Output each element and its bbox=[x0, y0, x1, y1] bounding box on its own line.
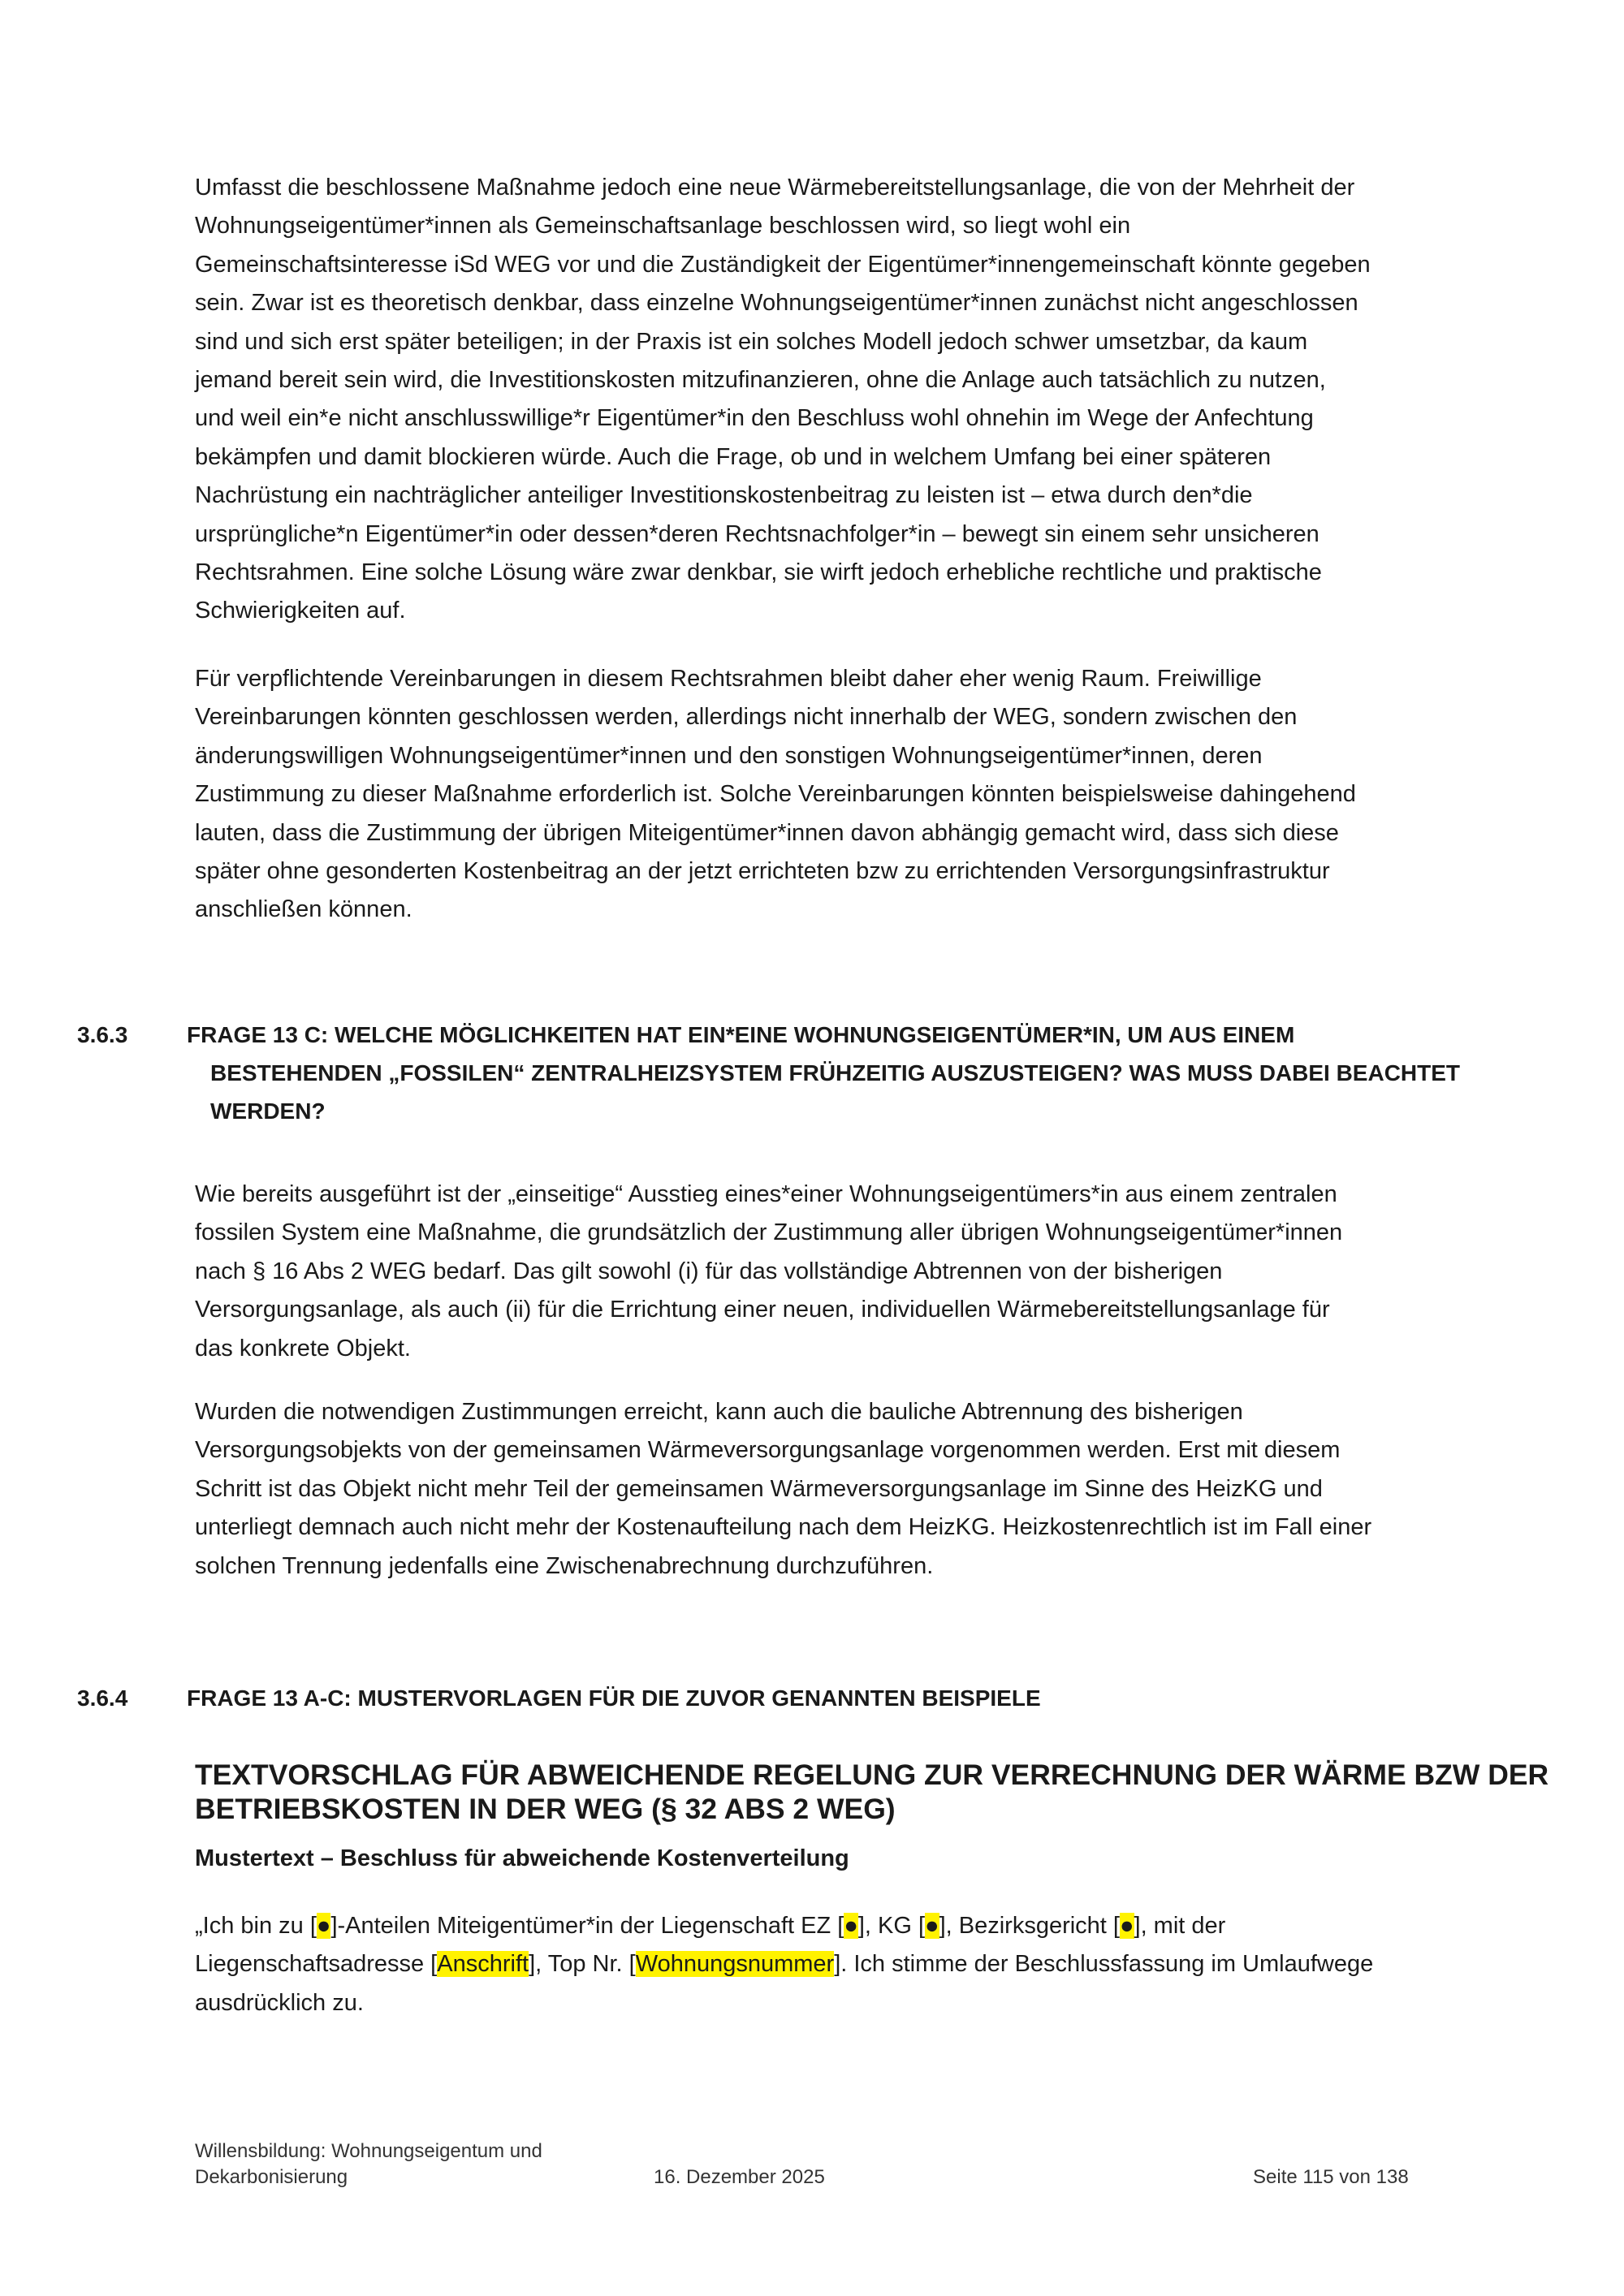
paragraph-line: jemand bereit sein wird, die Investitionskosten mitzufinanzieren, ohne die Anlage auch tatsächlich zu nutzen, bbox=[195, 367, 1326, 394]
footer-date: 16. Dezember 2025 bbox=[654, 2166, 825, 2188]
paragraph-line: lauten, dass die Zustimmung der übrigen Miteigentümer*innen davon abhängig gemacht wird, dass sich diese bbox=[195, 819, 1339, 846]
paragraph-line: änderungswilligen Wohnungseigentümer*innen und den sonstigen Wohnungseigentümer*innen, deren bbox=[195, 742, 1263, 769]
placeholder-anteile: ● bbox=[316, 1913, 331, 1939]
paragraph-line: Schwierigkeiten auf. bbox=[195, 598, 406, 624]
paragraph-line: sein. Zwar ist es theoretisch denkbar, dass einzelne Wohnungseigentümer*innen zunächst nicht angeschlossen bbox=[195, 290, 1358, 317]
section-3-6-3-title-line-3: WERDEN? bbox=[210, 1098, 326, 1124]
paragraph-line: Versorgungsobjekts von der gemeinsamen Wärmeversorgungsanlage vorgenommen werden. Erst mit diesem bbox=[195, 1437, 1341, 1464]
paragraph-line: Zustimmung zu dieser Maßnahme erforderlich ist. Solche Vereinbarungen könnten beispielsweise dahingehend bbox=[195, 781, 1356, 808]
template-text: ], mit der bbox=[1134, 1913, 1226, 1939]
placeholder-bezirksgericht: ● bbox=[1119, 1913, 1134, 1939]
paragraph-line: fossilen System eine Maßnahme, die grundsätzlich der Zustimmung aller übrigen Wohnungseigentümer*innen bbox=[195, 1219, 1343, 1246]
paragraph-line: solchen Trennung jedenfalls eine Zwischenabrechnung durchzuführen. bbox=[195, 1552, 934, 1579]
proposal-template-text bbox=[195, 1907, 1458, 2022]
paragraph-line: Wie bereits ausgeführt ist der „einseitige“ Ausstieg eines*einer Wohnungseigentümers*in aus einem zentralen bbox=[195, 1181, 1337, 1207]
template-text: ], KG [ bbox=[857, 1913, 926, 1939]
placeholder-kg: ● bbox=[925, 1913, 939, 1939]
paragraph-line: und weil ein*e nicht anschlusswillige*r Eigentümer*in den Beschluss wohl ohnehin im Wege der Anfechtung bbox=[195, 405, 1314, 432]
section-3-6-3-number: 3.6.3 bbox=[77, 1022, 128, 1047]
paragraph-line: Wurden die notwendigen Zustimmungen erreicht, kann auch die bauliche Abtrennung des bisherigen bbox=[195, 1399, 1243, 1425]
template-text: „Ich bin zu [ bbox=[195, 1913, 317, 1939]
section-3-6-4-number: 3.6.4 bbox=[77, 1685, 128, 1711]
template-text: ], Top Nr. [ bbox=[529, 1951, 636, 1978]
section-3-6-3-title-line-2: BESTEHENDEN „FOSSILEN“ ZENTRALHEIZSYSTEM FRÜHZEITIG AUSZUSTEIGEN? WAS MUSS DABEI BEACHTET bbox=[210, 1060, 1461, 1085]
paragraph-line: Vereinbarungen könnten geschlossen werden, allerdings nicht innerhalb der WEG, sondern zwischen den bbox=[195, 704, 1298, 731]
template-text: ]-Anteilen Miteigentümer*in der Liegenschaft EZ [ bbox=[330, 1913, 844, 1939]
paragraph-line: Rechtsrahmen. Eine solche Lösung wäre zwar denkbar, sie wirft jedoch erhebliche rechtliche und praktische bbox=[195, 559, 1322, 586]
paragraph-line: Nachrüstung ein nachträglicher anteiliger Investitionskostenbeitrag zu leisten ist – etwa durch den*die bbox=[195, 482, 1253, 509]
proposal-title-line-2: BETRIEBSKOSTEN IN DER WEG (§ 32 ABS 2 WEG) bbox=[195, 1793, 896, 1825]
placeholder-ez: ● bbox=[844, 1913, 858, 1939]
paragraph-line: unterliegt demnach auch nicht mehr der Kostenaufteilung nach dem HeizKG. Heizkostenrechtlich ist im Fall einer bbox=[195, 1514, 1372, 1541]
paragraph-line: bekämpfen und damit blockieren würde. Auch die Frage, ob und in welchem Umfang bei einer späteren bbox=[195, 443, 1272, 470]
paragraph-line: Schritt ist das Objekt nicht mehr Teil der gemeinsamen Wärmeversorgungsanlage im Sinne des HeizKG und bbox=[195, 1475, 1323, 1502]
footer-page-number: Seite 115 von 138 bbox=[1253, 2166, 1409, 2188]
paragraph-1 bbox=[195, 169, 1458, 631]
paragraph-line: Umfasst die beschlossene Maßnahme jedoch eine neue Wärmebereitstellungsanlage, die von der Mehrheit der bbox=[195, 175, 1355, 201]
paragraph-line: Für verpflichtende Vereinbarungen in diesem Rechtsrahmen bleibt daher eher wenig Raum. Freiwillige bbox=[195, 666, 1262, 692]
paragraph-line: ursprüngliche*n Eigentümer*in oder dessen*deren Rechtsnachfolger*in – bewegt sin einem sehr unsicheren bbox=[195, 520, 1320, 547]
template-text: ], Bezirksgericht [ bbox=[939, 1913, 1120, 1939]
paragraph-line: Wohnungseigentümer*innen als Gemeinschaftsanlage beschlossen wird, so liegt wohl ein bbox=[195, 213, 1131, 240]
paragraph-line: das konkrete Objekt. bbox=[195, 1335, 411, 1362]
paragraph-3 bbox=[195, 1176, 1458, 1368]
footer-document-title-line-1: Willensbildung: Wohnungseigentum und bbox=[195, 2140, 542, 2162]
template-line-1 bbox=[195, 1907, 1458, 1945]
proposal-title-line-1: TEXTVORSCHLAG FÜR ABWEICHENDE REGELUNG ZUR VERRECHNUNG DER WÄRME BZW DER bbox=[195, 1759, 1549, 1791]
template-line-2 bbox=[195, 1945, 1458, 1983]
template-line-3: ausdrücklich zu. bbox=[195, 1989, 364, 2016]
placeholder-wohnungsnummer: Wohnungsnummer bbox=[635, 1951, 835, 1978]
section-3-6-3-title-line-1: FRAGE 13 C: WELCHE MÖGLICHKEITEN HAT EIN*EINE WOHNUNGSEIGENTÜMER*IN, UM AUS EINEM bbox=[187, 1022, 1295, 1047]
footer-document-title-line-2: Dekarbonisierung bbox=[195, 2166, 348, 2188]
paragraph-line: sind und sich erst später beteiligen; in der Praxis ist ein solches Modell jedoch schwer umsetzbar, da kaum bbox=[195, 328, 1308, 355]
template-text: Liegenschaftsadresse [ bbox=[195, 1951, 438, 1978]
paragraph-4 bbox=[195, 1393, 1458, 1586]
proposal-subtitle: Mustertext – Beschluss für abweichende Kostenverteilung bbox=[195, 1845, 849, 1871]
paragraph-line: später ohne gesonderten Kostenbeitrag an der jetzt errichteten bzw zu errichtenden Versorgungsinfrastruktur bbox=[195, 858, 1330, 885]
paragraph-line: Versorgungsanlage, als auch (ii) für die Errichtung einer neuen, individuellen Wärmebereitstellungsanlage für bbox=[195, 1297, 1330, 1323]
paragraph-line: anschließen können. bbox=[195, 896, 412, 923]
paragraph-2 bbox=[195, 660, 1458, 930]
section-3-6-4-title: FRAGE 13 A-C: MUSTERVORLAGEN FÜR DIE ZUVOR GENANNTEN BEISPIELE bbox=[187, 1685, 1041, 1711]
placeholder-anschrift: Anschrift bbox=[437, 1951, 529, 1978]
template-text: ]. Ich stimme der Beschlussfassung im Umlaufwege bbox=[834, 1951, 1374, 1978]
paragraph-line: Gemeinschaftsinteresse iSd WEG vor und die Zuständigkeit der Eigentümer*innengemeinschaft könnte gegeben bbox=[195, 251, 1371, 278]
paragraph-line: nach § 16 Abs 2 WEG bedarf. Das gilt sowohl (i) für das vollständige Abtrennen von der bisherigen bbox=[195, 1258, 1223, 1284]
